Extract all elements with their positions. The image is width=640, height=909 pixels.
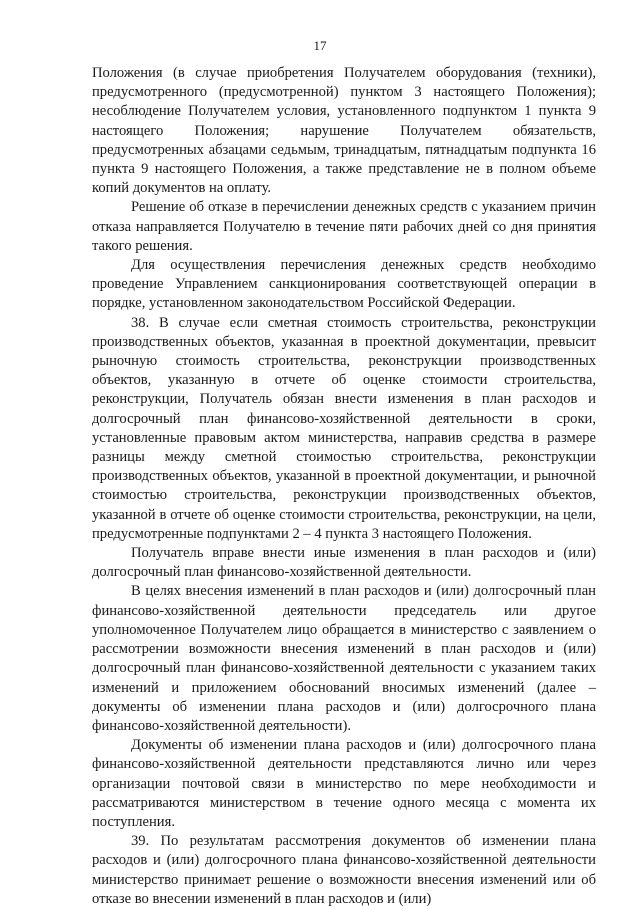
page-number: 17: [313, 38, 327, 53]
paragraph-7: Документы об изменении плана расходов и (или) долгосрочного плана финансово-хозяйственной деятельности представляются лично или через организации почтовой связи в министерство по мере необходимости и рассматриваются министерством в течение одного месяца с момента их поступления.: [92, 737, 596, 830]
paragraph-8: 39. По результатам рассмотрения документов об изменении плана расходов и (или) долгосрочного плана финансово-хозяйственной деятельности министерство принимает решение о возможности внесения изменений или об отказе во внесении изменений в план расходов и (или): [92, 833, 596, 907]
document-body: [92, 64, 596, 909]
paragraph-5: Получатель вправе внести иные изменения в план расходов и (или) долгосрочный план финансово-хозяйственной деятельности.: [92, 545, 596, 581]
paragraph-2: Решение об отказе в перечислении денежных средств с указанием причин отказа направляется Получателю в течение пяти рабочих дней со дня принятия такого решения.: [92, 199, 596, 254]
paragraph-4: 38. В случае если сметная стоимость строительства, реконструкции производственных объектов, указанная в проектной документации, превысит рыночную стоимость строительства, реконструкции производственных объектов, указанную в отчете об оценке стоимости строительства, реконструкции, Получатель обязан внести изменения в план расходов и долгосрочный план финансово-хозяйственной деятельности в сроки, установленные правовым актом министерства, направив средства в размере разницы между сметной стоимостью строительства, реконструкции производственных объектов, указанной в проектной документации, и рыночной стоимостью строительства, реконструкции производственных объектов, указанной в отчете об оценке стоимости строительства, реконструкции, на цели, предусмотренные подпунктами 2 – 4 пункта 3 настоящего Положения.: [92, 314, 596, 542]
paragraph-6: В целях внесения изменений в план расходов и (или) долгосрочный план финансово-хозяйственной деятельности председатель или другое уполномоченное Получателем лицо обращается в министерство с заявлением о рассмотрении возможности внесения изменений в план расходов и (или) долгосрочный план финансово-хозяйственной деятельности с указанием таких изменений и приложением обоснований вносимых изменений (далее – документы об изменении плана расходов и (или) долгосрочного плана финансово-хозяйственной деятельности).: [92, 583, 596, 734]
paragraph-1: Положения (в случае приобретения Получателем оборудования (техники), предусмотренного (предусмотренной) пунктом 3 настоящего Положения); несоблюдение Получателем условия, установленного подпунктом 1 пункта 9 настоящего Положения; нарушение Получателем обязательств, предусмотренных абзацами седьмым, тринадцатым, пятнадцатым подпункта 16 пункта 9 настоящего Положения, а также представление не в полном объеме копий документов на оплату.: [92, 65, 596, 197]
paragraph-3: Для осуществления перечисления денежных средств необходимо проведение Управлением санкционирования соответствующей операции в порядке, установленном законодательством Российской Федерации.: [92, 257, 596, 312]
